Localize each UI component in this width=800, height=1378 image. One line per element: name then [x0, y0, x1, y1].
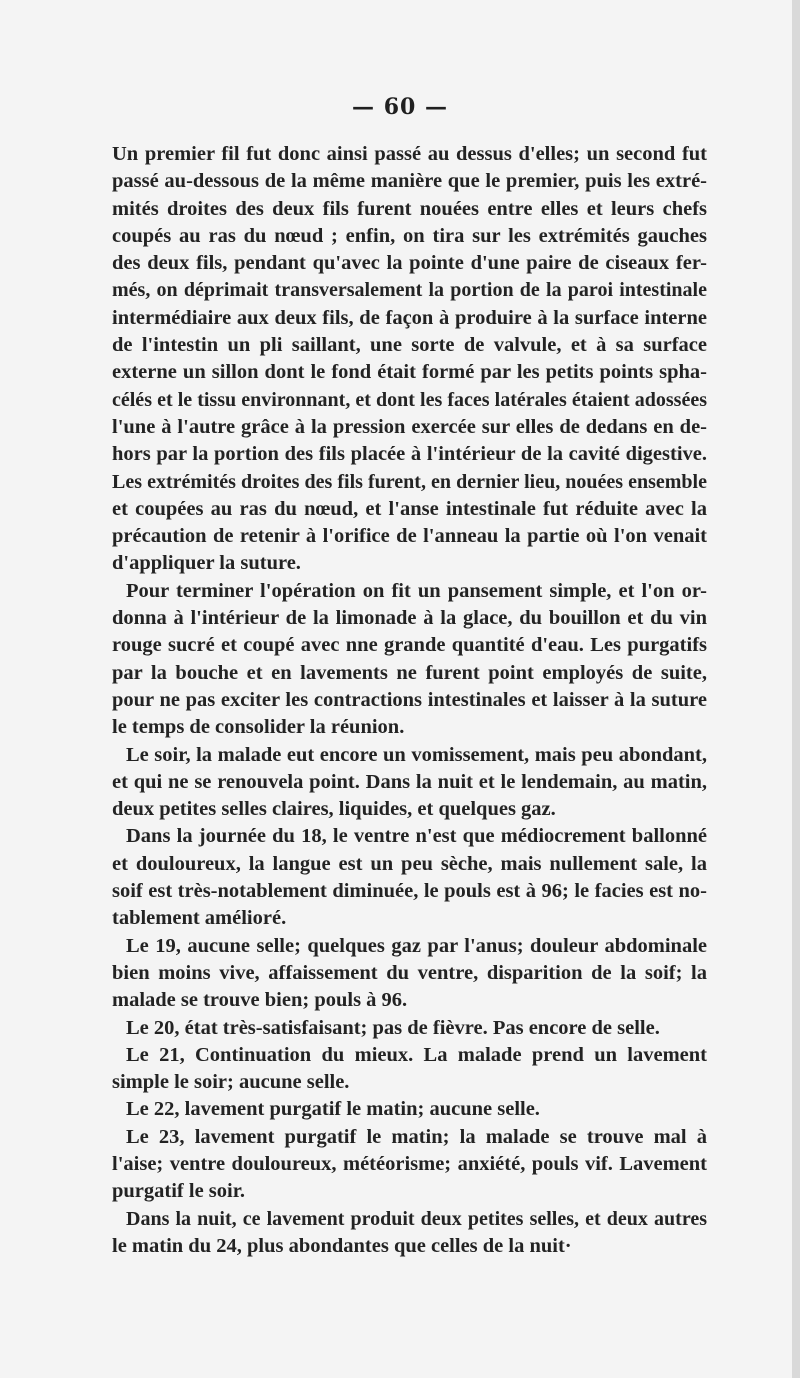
text-line: Le 19, aucune selle; quelques gaz par l'anus; douleur abdominale: [126, 934, 707, 957]
text-line: externe un sillon dont le fond était formé par les petits points spha-: [112, 361, 707, 384]
text-line: l'aise; ventre douloureux, météorisme; anxiété, pouls vif. Lavement: [112, 1152, 707, 1175]
text-line: précaution de retenir à l'orifice de l'anneau la partie où l'on venait: [112, 525, 707, 548]
text-line: d'appliquer la suture.: [112, 552, 301, 575]
text-line: par la bouche et en lavements ne furent point employés de suite,: [112, 661, 707, 684]
text-line: Le 22, lavement purgatif le matin; aucune selle.: [126, 1098, 540, 1121]
text-line: Dans la nuit, ce lavement produit deux petites selles, et deux autres: [126, 1207, 707, 1230]
text-line: le matin du 24, plus abondantes que celles de la nuit·: [112, 1234, 572, 1257]
text-line: coupés au ras du nœud ; enfin, on tira sur les extrémités gauches: [112, 224, 707, 247]
text-line: Dans la journée du 18, le ventre n'est que médiocrement ballonné: [126, 825, 707, 848]
text-line: simple le soir; aucune selle.: [112, 1071, 350, 1094]
text-line: pour ne pas exciter les contractions intestinales et laisser à la suture: [112, 688, 707, 711]
text-line: rouge sucré et coupé avec nne grande quantité d'eau. Les purgatifs: [112, 634, 707, 657]
text-line: de l'intestin un pli saillant, une sorte de valvule, et à sa surface: [112, 334, 707, 357]
text-line: et douloureux, la langue est un peu sèche, mais nullement sale, la: [112, 852, 707, 875]
text-line: bien moins vive, affaissement du ventre, disparition de la soif; la: [112, 961, 707, 984]
text-line: mités droites des deux fils furent nouées entre elles et leurs chefs: [112, 197, 707, 220]
text-line: passé au-dessous de la même manière que le premier, puis les extré-: [112, 170, 707, 193]
text-line: Le soir, la malade eut encore un vomissement, mais peu abondant,: [126, 743, 707, 766]
text-line: malade se trouve bien; pouls à 96.: [112, 989, 408, 1012]
text-line: Un premier fil fut donc ainsi passé au dessus d'elles; un second fut: [112, 143, 707, 165]
text-line: intermédiaire aux deux fils, de façon à produire à la surface interne: [112, 306, 707, 329]
text-line: Pour terminer l'opération on fit un pansement simple, et l'on or-: [126, 579, 707, 602]
text-line: donna à l'intérieur de la limonade à la glace, du bouillon et du vin: [112, 607, 707, 630]
text-line: deux petites selles claires, liquides, et quelques gaz.: [112, 798, 556, 821]
text-line: més, on déprimait transversalement la portion de la paroi intestinale: [112, 279, 707, 302]
text-line: et qui ne se renouvela point. Dans la nuit et le lendemain, au matin,: [112, 770, 707, 793]
text-line: l'une à l'autre grâce à la pression exercée sur elles de dedans en de-: [112, 415, 707, 438]
page-edge-shadow: [792, 0, 800, 1378]
text-line: soif est très-notablement diminuée, le pouls est à 96; le facies est no-: [112, 880, 707, 903]
page-number: — 60 —: [352, 94, 448, 120]
text-line: tablement amélioré.: [112, 907, 287, 930]
text-line: des deux fils, pendant qu'avec la pointe d'une paire de ciseaux fer-: [112, 252, 707, 275]
text-line: Le 20, état très-satisfaisant; pas de fièvre. Pas encore de selle.: [126, 1016, 660, 1039]
text-line: purgatif le soir.: [112, 1180, 246, 1203]
text-line: hors par la portion des fils placée à l'intérieur de la cavité digestive.: [112, 443, 707, 466]
text-line: célés et le tissu environnant, et dont les faces latérales étaient adossées: [112, 388, 707, 411]
text-line: et coupées au ras du nœud, et l'anse intestinale fut réduite avec la: [112, 497, 707, 520]
text-line: le temps de consolider la réunion.: [112, 716, 405, 739]
body-text: [112, 141, 707, 1260]
text-line: Le 23, lavement purgatif le matin; la malade se trouve mal à: [126, 1125, 707, 1148]
text-line: Le 21, Continuation du mieux. La malade prend un lavement: [126, 1043, 707, 1066]
text-line: Les extrémités droites des fils furent, en dernier lieu, nouées ensemble: [112, 470, 707, 493]
